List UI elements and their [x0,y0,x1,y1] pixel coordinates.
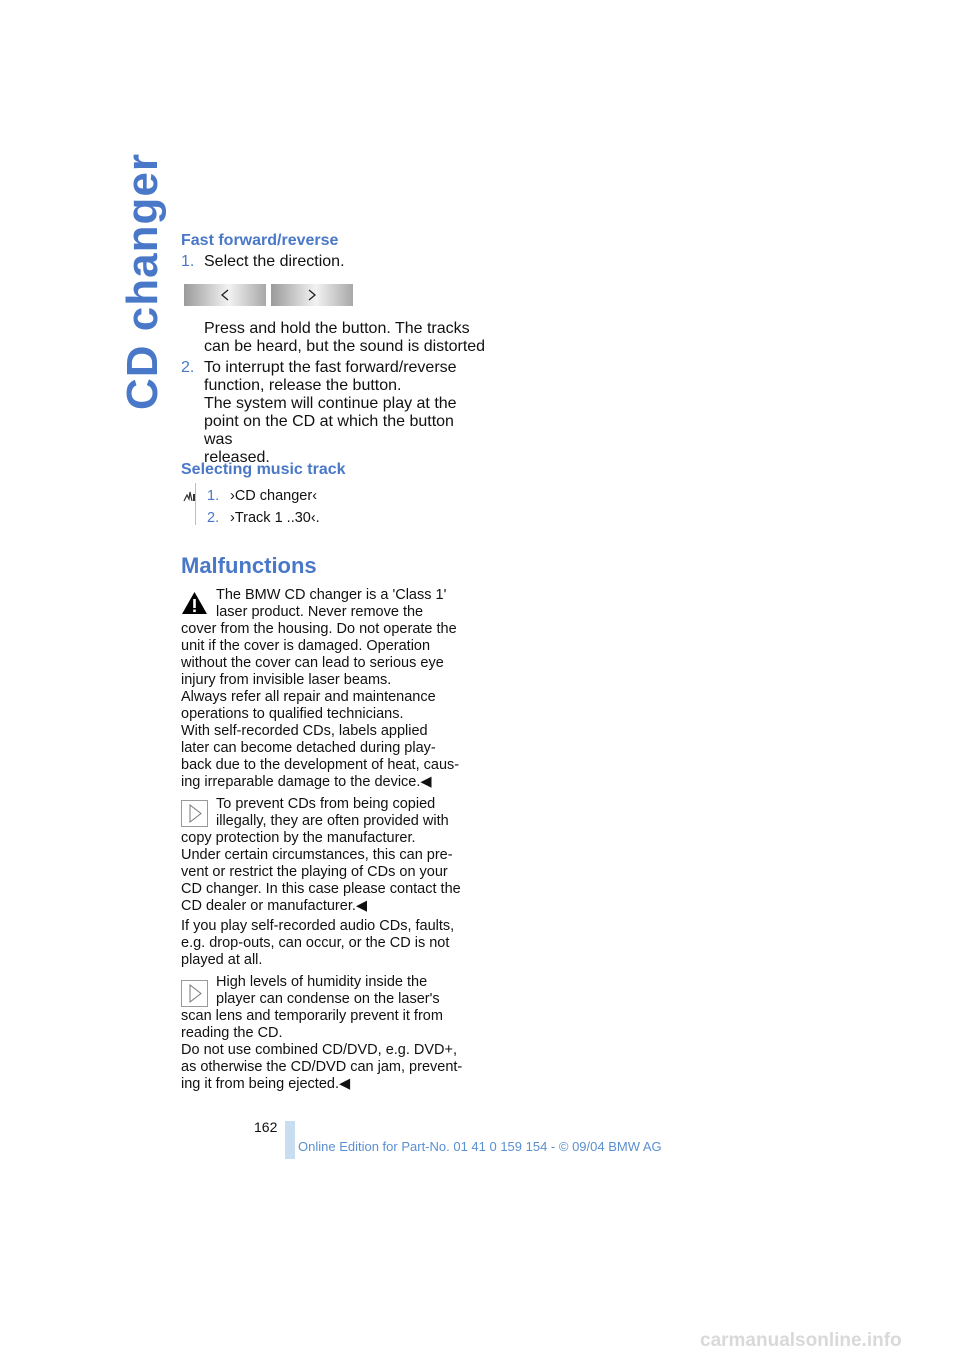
paragraph-line: Always refer all repair and maintenance [181,689,436,705]
direction-buttons [184,284,353,306]
fast-forward-heading: Fast forward/reverse [181,232,339,249]
voice-cmd-num: 1. [207,488,220,504]
paragraph-line: later can become detached during play- [181,740,436,756]
paragraph-line: back due to the development of heat, caus- [181,757,460,773]
paragraph-line: CD changer. In this case please contact the [181,881,461,897]
note-paragraph-humidity [181,974,477,1093]
ff-step-1-detail-line: can be heard, but the sound is distorted [204,338,486,355]
paragraph-line: player can condense on the laser's [216,991,440,1007]
paragraph-line: Under certain circumstances, this can pre- [181,847,453,863]
ff-step-1 [181,253,481,271]
paragraph-line: e.g. drop-outs, can occur, or the CD is not [181,935,450,951]
paragraph-line: High levels of humidity inside the [216,974,428,990]
ff-step-1-text: Select the direction. [204,253,345,270]
paragraph-line: scan lens and temporarily prevent it from [181,1008,443,1024]
forward-arrow-icon [306,289,318,301]
paragraph-line: illegally, they are often provided with [216,813,449,829]
ff-step-2-line: released. [204,449,270,466]
paragraph-line: With self-recorded CDs, labels applied [181,723,428,739]
ff-step-2-line: The system will continue play at the [204,395,457,412]
paragraph-line: unit if the cover is damaged. Operation [181,638,431,654]
note-paragraph-copy-protection [181,796,477,915]
selecting-track-heading: Selecting music track [181,461,346,478]
reverse-arrow-icon [219,289,231,301]
paragraph-line: The BMW CD changer is a 'Class 1' [216,587,447,603]
edition-footer: Online Edition for Part-No. 01 41 0 159 154 - © 09/04 BMW AG [298,1139,662,1154]
paragraph-line: cover from the housing. Do not operate the [181,621,457,637]
ff-step-2-line: To interrupt the fast forward/reverse [204,359,457,376]
ff-step-2-line: point on the CD at which the button was [204,413,454,448]
warning-paragraph [181,587,477,791]
ff-step-1-detail-line: Press and hold the button. The tracks [204,320,470,337]
paragraph-line: ing irreparable damage to the device.◀ [181,774,432,790]
ff-step-2-num: 2. [181,359,195,376]
paragraph-line: operations to qualified technicians. [181,706,404,722]
paragraph-line: To prevent CDs from being copied [216,796,436,812]
ff-step-1-num: 1. [181,253,195,270]
page-number: 162 [254,1119,278,1135]
footer-bar [285,1121,295,1159]
paragraph-line: laser product. Never remove the [216,604,424,620]
paragraph-line: reading the CD. [181,1025,283,1041]
voice-cmd: ›Track 1 ..30‹. [230,510,320,526]
ff-step-1-detail [181,320,504,356]
paragraph-line: ing it from being ejected.◀ [181,1076,351,1092]
voice-cmd-num: 2. [207,510,220,526]
paragraph-line: vent or restrict the playing of CDs on your [181,864,448,880]
forward-button[interactable] [271,284,353,306]
paragraph-line: played at all. [181,952,263,968]
paragraph-line: as otherwise the CD/DVD can jam, prevent- [181,1059,463,1075]
paragraph-line: If you play self-recorded audio CDs, faults, [181,918,455,934]
paragraph-line: without the cover can lead to serious eye [181,655,444,671]
voice-cmd: ›CD changer‹ [230,488,318,504]
paragraph-line: CD dealer or manufacturer.◀ [181,898,368,914]
side-chapter-title: CD changer [118,153,167,410]
malfunctions-heading: Malfunctions [181,553,317,578]
paragraph-line: copy protection by the manufacturer. [181,830,416,846]
reverse-button[interactable] [184,284,266,306]
watermark: carmanualsonline.info [700,1330,902,1351]
ff-step-2-line: function, release the button. [204,377,402,394]
voice-divider [195,483,196,525]
ff-step-2 [181,359,481,467]
paragraph-line: injury from invisible laser beams. [181,672,392,688]
plain-paragraph [181,918,477,969]
paragraph-line: Do not use combined CD/DVD, e.g. DVD+, [181,1042,458,1058]
voice-command-list [207,485,320,529]
